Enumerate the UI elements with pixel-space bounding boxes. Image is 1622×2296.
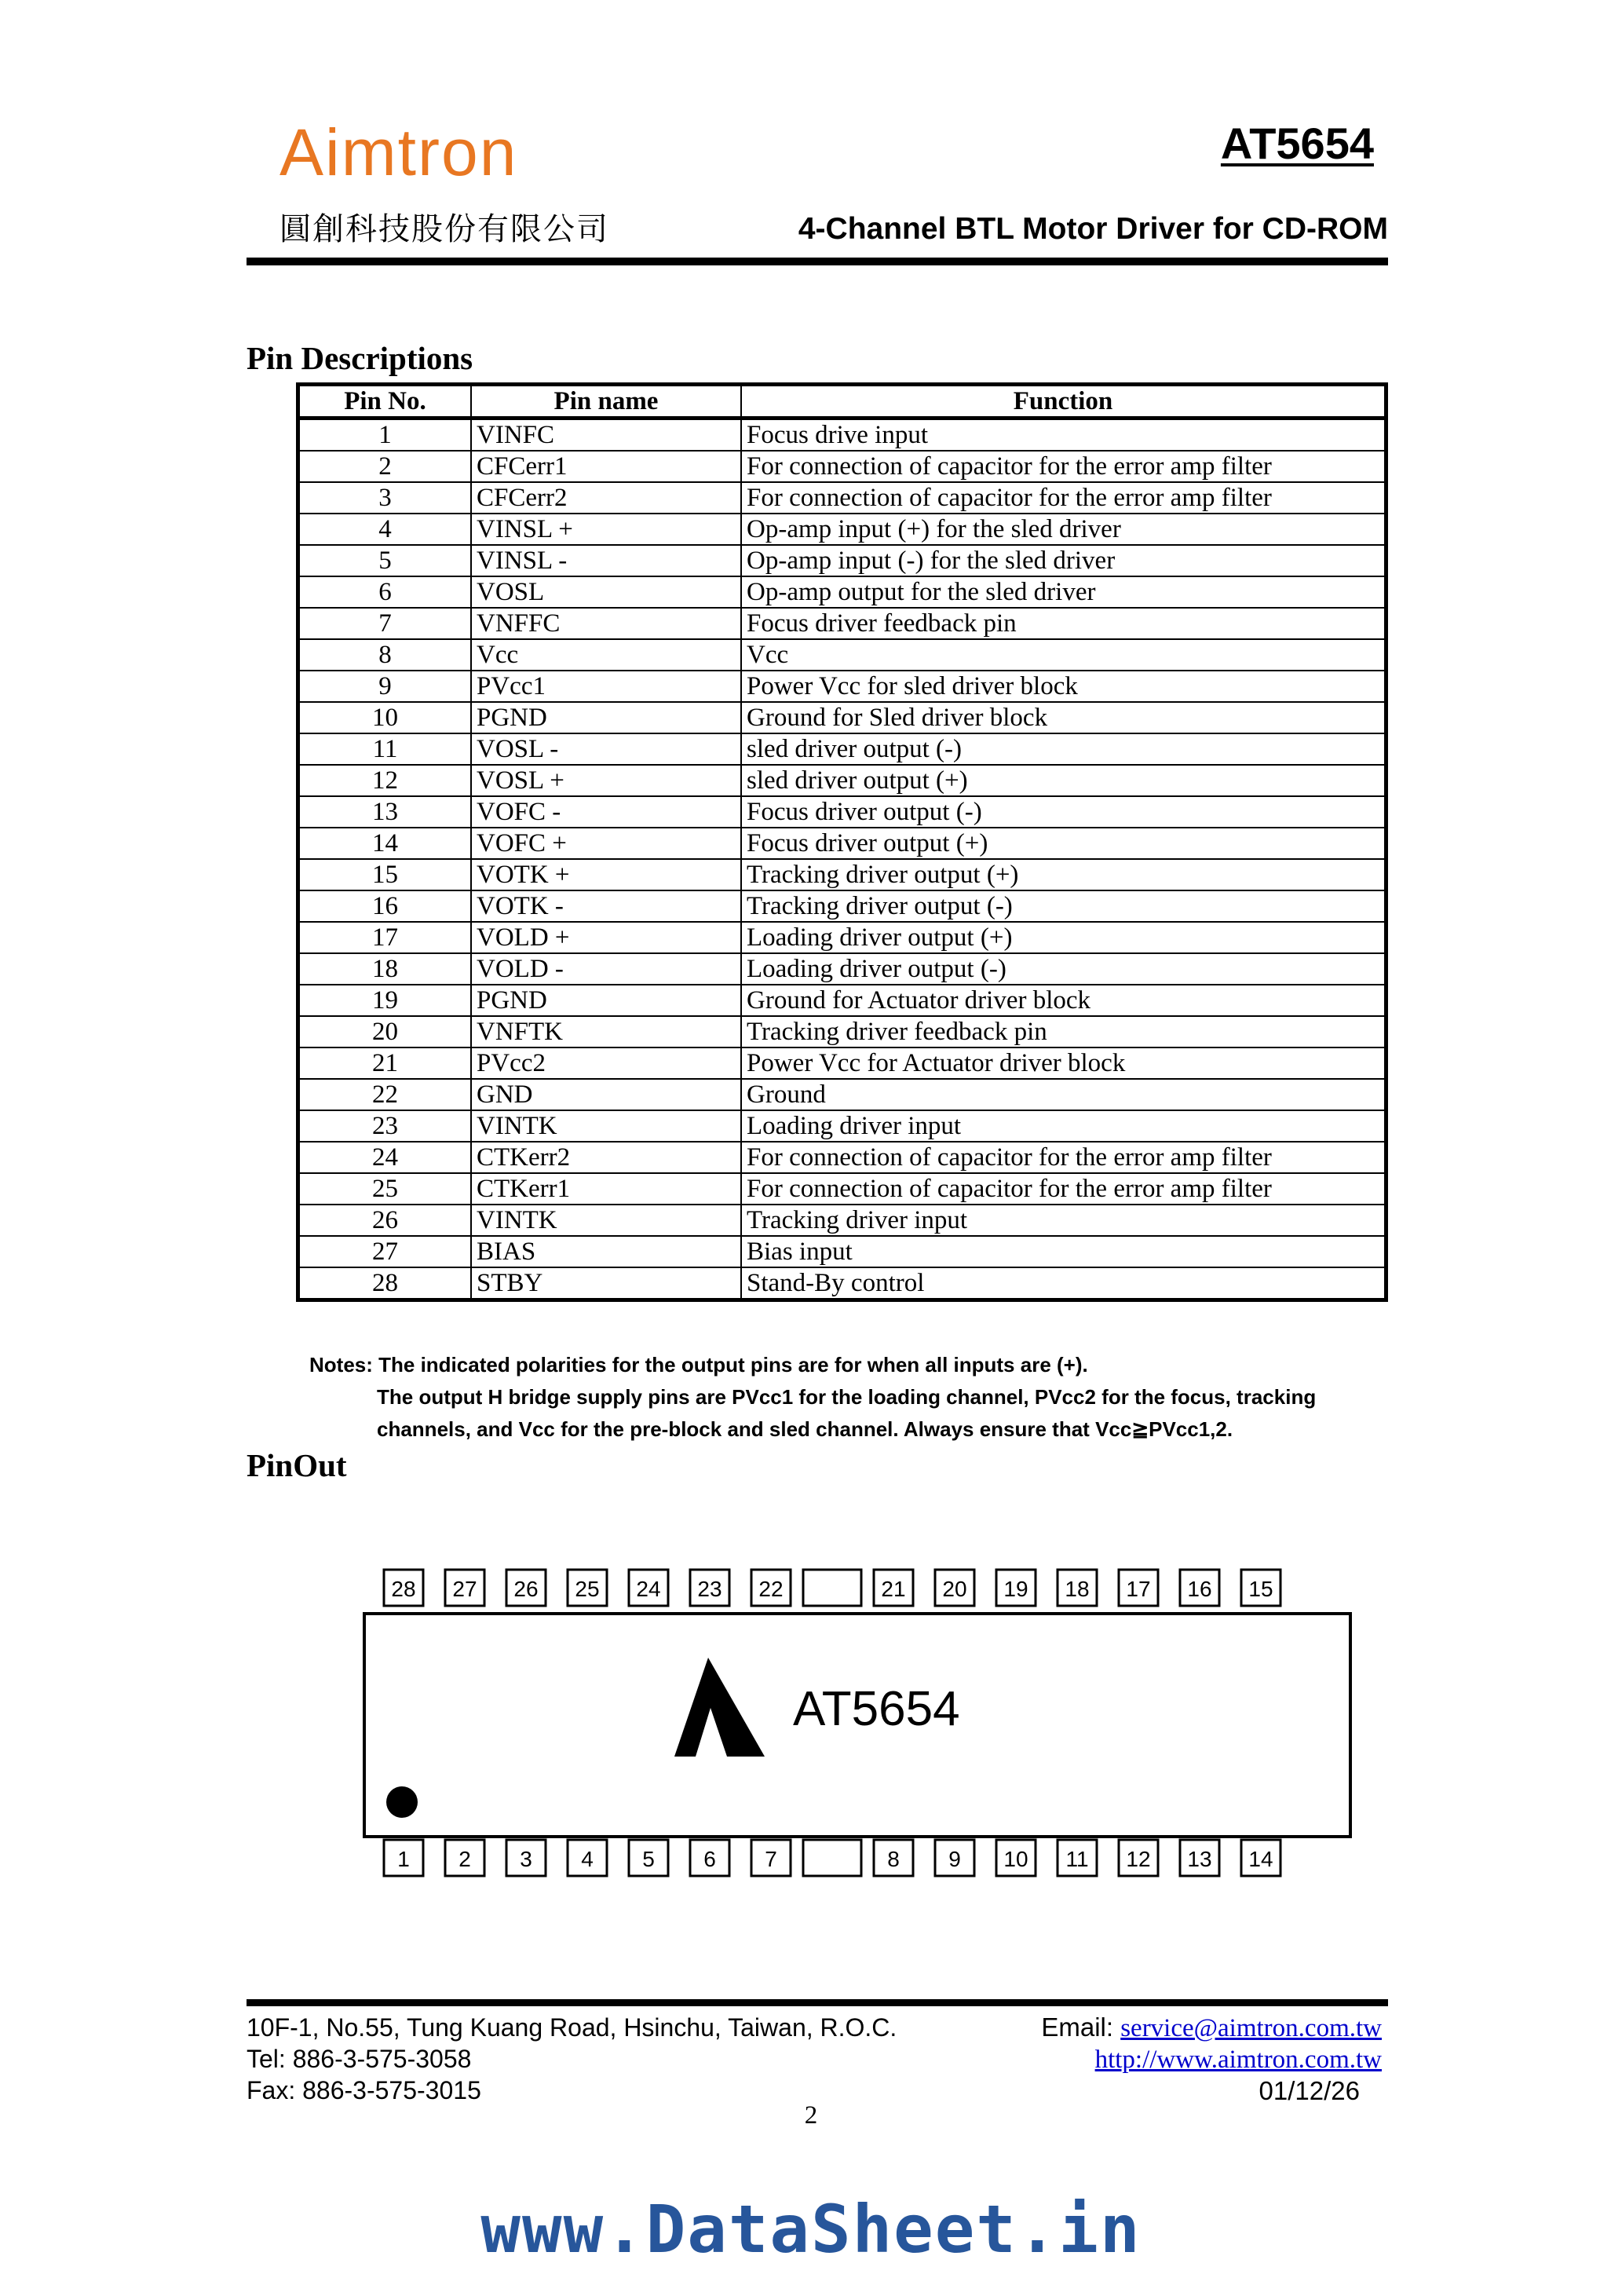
pin-number-cell: 20 [298, 1016, 472, 1047]
pin-number-cell: 16 [298, 890, 472, 922]
pin-label: 17 [1126, 1577, 1151, 1601]
pin-number-cell: 5 [298, 545, 472, 576]
pin-label: 27 [452, 1577, 477, 1601]
table-row [298, 1079, 1386, 1110]
pin-function-cell: Op-amp output for the sled driver [741, 576, 1386, 608]
pin-function-cell: For connection of capacitor for the error amp filter [741, 451, 1386, 482]
pin-function-cell: For connection of capacitor for the error amp filter [741, 482, 1386, 514]
pin-name-cell: PVcc1 [471, 671, 741, 702]
pin-name-cell: VOSL - [471, 733, 741, 765]
table-row [298, 765, 1386, 796]
pin-function-cell: Bias input [741, 1236, 1386, 1267]
pin-function-cell: Tracking driver output (+) [741, 859, 1386, 890]
pin-function-cell: Loading driver output (+) [741, 922, 1386, 953]
table-row [298, 639, 1386, 671]
pin-name-cell: VOSL + [471, 765, 741, 796]
pin-label: 1 [397, 1847, 410, 1871]
watermark: www.DataSheet.in [480, 2191, 1142, 2268]
table-row [298, 1142, 1386, 1173]
pin-label: 26 [513, 1577, 539, 1601]
email-label: Email: [1041, 2013, 1121, 2042]
pin-number-cell: 2 [298, 451, 472, 482]
pin-description-table [296, 382, 1388, 1302]
footer-tel: Tel: 886-3-575-3058 [247, 2045, 472, 2073]
pin-function-cell: Tracking driver output (-) [741, 890, 1386, 922]
col-header-function: Function [741, 385, 1386, 419]
table-header-row [298, 385, 1386, 419]
pin-number-cell: 19 [298, 985, 472, 1016]
pin-label: 2 [458, 1847, 471, 1871]
pin-label: 28 [391, 1577, 416, 1601]
pin-number-cell: 1 [298, 419, 472, 452]
pin-number-cell: 4 [298, 514, 472, 545]
company-logo [279, 115, 609, 249]
pin-function-cell: Power Vcc for Actuator driver block [741, 1047, 1386, 1079]
col-header-pin-name: Pin name [471, 385, 741, 419]
note-line-1: Notes: The indicated polarities for the output pins are for when all inputs are (+). [309, 1353, 1088, 1377]
table-row [298, 922, 1386, 953]
pin-name-cell: VOSL [471, 576, 741, 608]
pin-number-cell: 26 [298, 1205, 472, 1236]
pin-number-cell: 15 [298, 859, 472, 890]
footer-online [1041, 2012, 1382, 2107]
document-subtitle: 4-Channel BTL Motor Driver for CD-ROM [798, 212, 1388, 246]
pin-label: 13 [1187, 1847, 1212, 1871]
pin-label: 15 [1248, 1577, 1273, 1601]
table-row [298, 733, 1386, 765]
table-row [298, 419, 1386, 452]
footer-date: 01/12/26 [1259, 2076, 1360, 2105]
pin-name-cell: VINSL - [471, 545, 741, 576]
pin-label: 21 [881, 1577, 906, 1601]
pin-number-cell: 7 [298, 608, 472, 639]
pin-name-cell: VINFC [471, 419, 741, 452]
table-row [298, 1173, 1386, 1205]
pin-number-cell: 3 [298, 482, 472, 514]
table-row [298, 576, 1386, 608]
pin-function-cell: Ground for Actuator driver block [741, 985, 1386, 1016]
pin-function-cell: Ground for Sled driver block [741, 702, 1386, 733]
pin-label: 18 [1065, 1577, 1090, 1601]
pin-function-cell: Tracking driver input [741, 1205, 1386, 1236]
pin-number-cell: 25 [298, 1173, 472, 1205]
pin-label: 19 [1003, 1577, 1028, 1601]
pin-number-cell: 8 [298, 639, 472, 671]
pin-name-cell: STBY [471, 1267, 741, 1300]
table-row [298, 545, 1386, 576]
pin-function-cell: Focus driver feedback pin [741, 608, 1386, 639]
pin-function-cell: Power Vcc for sled driver block [741, 671, 1386, 702]
pin-label: 10 [1003, 1847, 1028, 1871]
note-line-2: The output H bridge supply pins are PVcc1 for the loading channel, PVcc2 for the focus, tracking [377, 1385, 1317, 1409]
pin-name-cell: VNFFC [471, 608, 741, 639]
top_pins-blank-slot [803, 1570, 861, 1606]
pin-function-cell: Op-amp input (+) for the sled driver [741, 514, 1386, 545]
pin-number-cell: 21 [298, 1047, 472, 1079]
pin-function-cell: Stand-By control [741, 1267, 1386, 1300]
pin-label: 16 [1187, 1577, 1212, 1601]
top-pin-row [384, 1570, 1280, 1606]
pin-name-cell: CTKerr1 [471, 1173, 741, 1205]
page-number: 2 [804, 2101, 818, 2130]
table-row [298, 1267, 1386, 1300]
table-row [298, 1205, 1386, 1236]
footer-rule [247, 1999, 1388, 2006]
table-row [298, 828, 1386, 859]
pin-function-cell: Focus drive input [741, 419, 1386, 452]
chip-label: AT5654 [793, 1682, 960, 1736]
pin-name-cell: VOFC - [471, 796, 741, 828]
pin-label: 7 [765, 1847, 777, 1871]
pin-number-cell: 12 [298, 765, 472, 796]
pin-number-cell: 11 [298, 733, 472, 765]
pin-function-cell: Vcc [741, 639, 1386, 671]
pin-name-cell: GND [471, 1079, 741, 1110]
table-row [298, 859, 1386, 890]
footer-address: 10F-1, No.55, Tung Kuang Road, Hsinchu, Taiwan, R.O.C. [247, 2013, 897, 2042]
pin-name-cell: CFCerr1 [471, 451, 741, 482]
pin-name-cell: VOTK - [471, 890, 741, 922]
pin-number-cell: 23 [298, 1110, 472, 1142]
table-row [298, 702, 1386, 733]
pin-name-cell: VINSL + [471, 514, 741, 545]
pin-function-cell: Loading driver output (-) [741, 953, 1386, 985]
pin-number-cell: 18 [298, 953, 472, 985]
pin-number-cell: 24 [298, 1142, 472, 1173]
table-row [298, 1236, 1386, 1267]
col-header-pin-no: Pin No. [298, 385, 472, 419]
pin-name-cell: BIAS [471, 1236, 741, 1267]
pin-function-cell: Focus driver output (-) [741, 796, 1386, 828]
pin-function-cell: Tracking driver feedback pin [741, 1016, 1386, 1047]
pin-name-cell: VNFTK [471, 1016, 741, 1047]
pinout-diagram [345, 1551, 1366, 1888]
pin-name-cell: CTKerr2 [471, 1142, 741, 1173]
pin-label: 8 [887, 1847, 900, 1871]
table-row [298, 1110, 1386, 1142]
company-name-chinese: 圓創科技股份有限公司 [279, 211, 609, 247]
pin-number-cell: 10 [298, 702, 472, 733]
footer-contact [247, 2012, 897, 2106]
pin-function-cell: Ground [741, 1079, 1386, 1110]
table-row [298, 985, 1386, 1016]
pin-name-cell: PGND [471, 985, 741, 1016]
table-row [298, 1047, 1386, 1079]
pin-number-cell: 22 [298, 1079, 472, 1110]
pin-number-cell: 9 [298, 671, 472, 702]
table-row [298, 451, 1386, 482]
pin-name-cell: VOFC + [471, 828, 741, 859]
pin-label: 14 [1248, 1847, 1273, 1871]
pin-label: 23 [697, 1577, 722, 1601]
pin-number-cell: 27 [298, 1236, 472, 1267]
table-row [298, 796, 1386, 828]
table-row [298, 608, 1386, 639]
pin-function-cell: For connection of capacitor for the error amp filter [741, 1142, 1386, 1173]
pin-label: 6 [703, 1847, 716, 1871]
pin-label: 9 [948, 1847, 961, 1871]
website-link[interactable]: http://www.aimtron.com.tw [1094, 2046, 1382, 2074]
header-rule [247, 258, 1388, 265]
pin-function-cell: Op-amp input (-) for the sled driver [741, 545, 1386, 576]
pin-function-cell: sled driver output (+) [741, 765, 1386, 796]
pin-name-cell: Vcc [471, 639, 741, 671]
pin-number-cell: 13 [298, 796, 472, 828]
pin-name-cell: PGND [471, 702, 741, 733]
pin-label: 20 [942, 1577, 967, 1601]
table-row [298, 671, 1386, 702]
table-row [298, 890, 1386, 922]
table-row [298, 482, 1386, 514]
pin-label: 5 [642, 1847, 655, 1871]
pin-number-cell: 28 [298, 1267, 472, 1300]
footer-fax: Fax: 886-3-575-3015 [247, 2076, 481, 2104]
pinout-title: PinOut [247, 1447, 347, 1483]
pin-label: 4 [581, 1847, 594, 1871]
table-row [298, 514, 1386, 545]
pin-number-cell: 17 [298, 922, 472, 953]
email-link[interactable]: service@aimtron.com.tw [1120, 2014, 1382, 2042]
pin-name-cell: VINTK [471, 1205, 741, 1236]
pin-function-cell: For connection of capacitor for the error amp filter [741, 1173, 1386, 1205]
logo-wordmark: Aimtron [279, 115, 518, 189]
pin-label: 3 [520, 1847, 532, 1871]
pin-one-marker [386, 1786, 418, 1818]
pin-function-cell: sled driver output (-) [741, 733, 1386, 765]
pin-name-cell: VOLD - [471, 953, 741, 985]
bottom_pins-blank-slot [803, 1840, 861, 1876]
notes [309, 1349, 1408, 1446]
pin-function-cell: Focus driver output (+) [741, 828, 1386, 859]
pin-table-body [298, 419, 1386, 1300]
pin-number-cell: 6 [298, 576, 472, 608]
pin-name-cell: VOLD + [471, 922, 741, 953]
pin-name-cell: VOTK + [471, 859, 741, 890]
table-row [298, 953, 1386, 985]
pin-label: 22 [758, 1577, 784, 1601]
part-number: AT5654 [1220, 119, 1374, 168]
pin-label: 12 [1126, 1847, 1151, 1871]
pin-label: 11 [1065, 1847, 1089, 1871]
pin-label: 25 [575, 1577, 600, 1601]
pin-name-cell: VINTK [471, 1110, 741, 1142]
pin-number-cell: 14 [298, 828, 472, 859]
pin-name-cell: CFCerr2 [471, 482, 741, 514]
pin-name-cell: PVcc2 [471, 1047, 741, 1079]
pin-label: 24 [636, 1577, 661, 1601]
pin-descriptions-title: Pin Descriptions [247, 340, 473, 376]
table-row [298, 1016, 1386, 1047]
pin-function-cell: Loading driver input [741, 1110, 1386, 1142]
bottom-pin-row [384, 1840, 1280, 1876]
note-line-3: channels, and Vcc for the pre-block and sled channel. Always ensure that Vcc≧PVcc1,2. [377, 1417, 1233, 1441]
